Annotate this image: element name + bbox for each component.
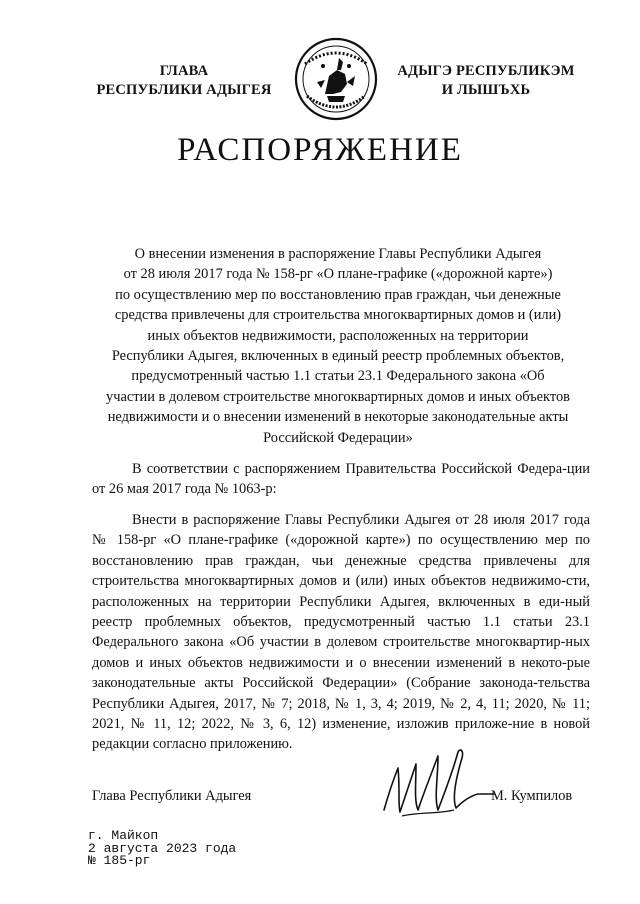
subject-line: иных объектов недвижимости, расположенных на территории <box>147 327 529 344</box>
subject-line: недвижимости и о внесении изменений в некоторые законодательные акты <box>107 409 569 426</box>
subject-line: по осуществлению мер по восстановлению прав граждан, чьи денежные <box>115 286 561 303</box>
subject-line: от 28 июля 2017 года № 158-рг «О плане-графике («дорожной карте») <box>123 266 553 283</box>
footer-number: № 185-рг <box>88 853 151 868</box>
header-left-line-2: РЕСПУБЛИКИ АДЫГЕЯ <box>96 82 272 98</box>
footer-place: г. Майкоп <box>88 828 159 843</box>
subject-line: участии в долевом строительстве многоквартирных домов и иных объектов <box>106 388 570 405</box>
document-subject <box>88 244 588 448</box>
basis-paragraph: В соответствии с распоряжением Правительства Российской Федера-ции от 26 мая 2017 года № 1063-р: <box>92 461 590 498</box>
subject-line: Российской Федерации» <box>263 429 413 446</box>
signatory-post: Глава Республики Адыгея <box>92 788 252 804</box>
header-left-line-1: ГЛАВА <box>159 63 209 79</box>
document-title: РАСПОРЯЖЕНИЕ <box>177 132 463 168</box>
document-footer <box>88 830 236 868</box>
header-left <box>84 62 284 100</box>
header-right <box>386 62 586 100</box>
subject-line: О внесении изменения в распоряжение Главы Республики Адыгея <box>134 246 542 262</box>
handwritten-signature <box>378 738 498 822</box>
subject-line: Республики Адыгея, включенных в единый реестр проблемных объектов, <box>111 348 565 365</box>
subject-line: средства привлечены для строительства многоквартирных домов и (или) <box>114 307 562 324</box>
footer-date: 2 августа 2023 года <box>88 840 237 856</box>
header-right-line-2: И ЛЫШЪХЬ <box>441 82 531 98</box>
subject-line: предусмотренный частью 1.1 статьи 23.1 Федерального закона «Об <box>131 368 545 385</box>
header-right-line-1: АДЫГЭ РЕСПУБЛИКЭМ <box>397 63 575 79</box>
body-paragraph: Внести в распоряжение Главы Республики Адыгея от 28 июля 2017 года № 158-рг «О плане-графике («дорожной карте») по осуществлению мер по восстановлению прав граждан, чьи денежные средства привлечены для строительства многоквартирных домов и (или) иных объектов недвижимо-сти, расположенных на территории Республики Адыгея, включенных в еди-ный реестр проблемных объектов, предусмотренный частью 1.1 статьи 23.1 Федерального закона «Об участии в долевом строительстве многоквартир-ных домов и иных объектов недвижимости и о внесении изменений в некото-рые законодательные акты Российской Федерации» (Собрание законода-тельства Республики Адыгея, 2017, № 7; 2018, № 1, 3, 4; 2019, № 2, 4, 11; 2020, № 11; 2021, № 11, 12; 2022, № 3, 6, 12) изменение, изложив приложе-ние в новой редакции согласно приложению. <box>92 512 590 753</box>
coat-of-arms-icon <box>293 36 379 122</box>
signatory-name: М. Кумпилов <box>491 788 573 804</box>
